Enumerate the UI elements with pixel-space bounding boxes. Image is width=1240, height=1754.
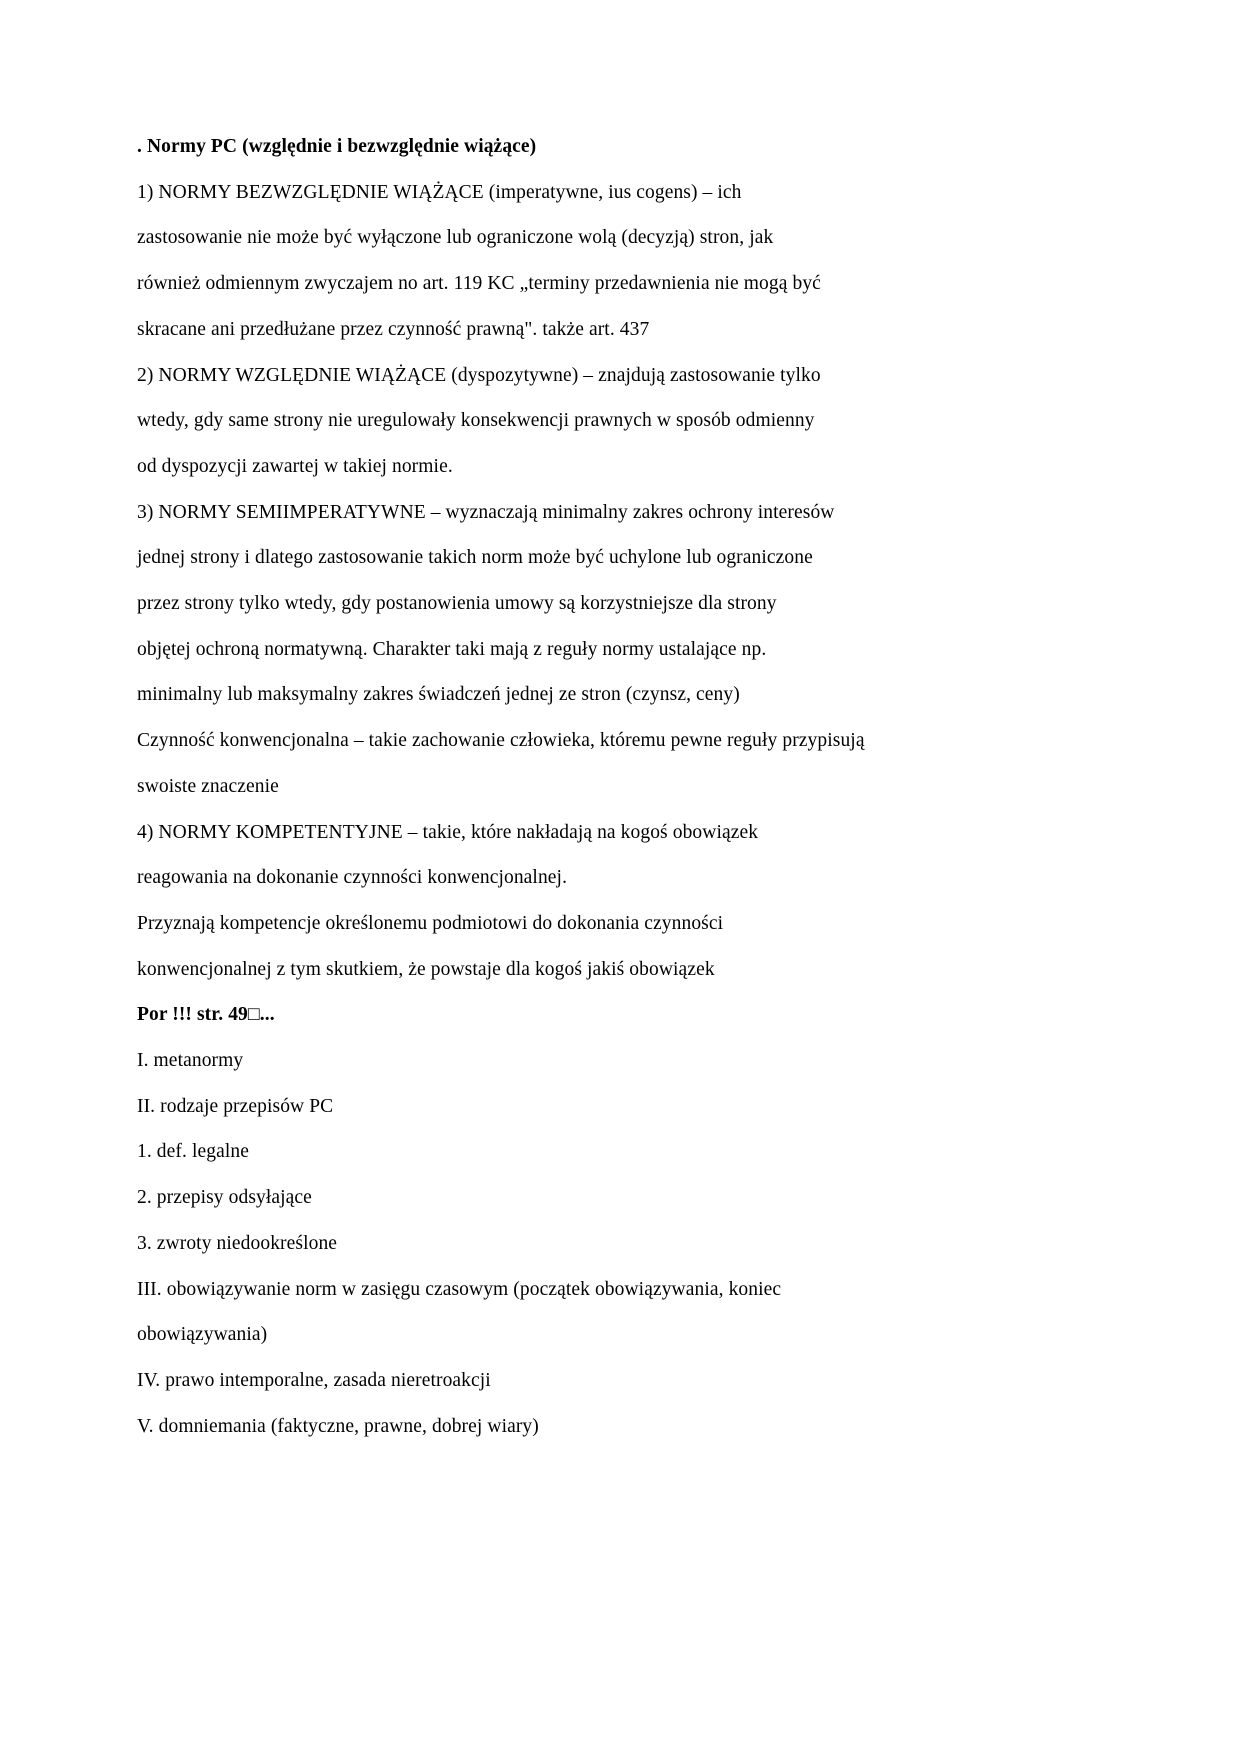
text-line: reagowania na dokonanie czynności konwencjonalnej.: [137, 867, 568, 889]
text-line: V. domniemania (faktyczne, prawne, dobrej wiary): [137, 1415, 539, 1437]
text-line: minimalny lub maksymalny zakres świadczeń jednej ze stron (czynsz, ceny): [137, 684, 740, 706]
text-line: zastosowanie nie może być wyłączone lub ograniczone wolą (decyzją) stron, jak: [137, 227, 774, 249]
text-line: I. metanormy: [137, 1050, 244, 1072]
text-line: 1. def. legalne: [137, 1141, 249, 1163]
document-lines: [137, 124, 1127, 1449]
text-line: II. rodzaje przepisów PC: [137, 1095, 334, 1117]
text-line: od dyspozycji zawartej w takiej normie.: [137, 455, 453, 477]
text-line: . Normy PC (względnie i bezwzględnie wiążące): [137, 136, 537, 157]
text-line: 3) NORMY SEMIIMPERATYWNE – wyznaczają minimalny zakres ochrony interesów: [137, 501, 835, 523]
text-line: jednej strony i dlatego zastosowanie takich norm może być uchylone lub ograniczone: [137, 547, 813, 569]
text-line: 3. zwroty niedookreślone: [137, 1232, 338, 1254]
text-line: przez strony tylko wtedy, gdy postanowienia umowy są korzystniejsze dla strony: [137, 593, 777, 615]
text-line: wtedy, gdy same strony nie uregulowały konsekwencji prawnych w sposób odmienny: [137, 410, 815, 432]
text-line: 2) NORMY WZGLĘDNIE WIĄŻĄCE (dyspozytywne) – znajdują zastosowanie tylko: [137, 364, 821, 386]
text-line: konwencjonalnej z tym skutkiem, że powstaje dla kogoś jakiś obowiązek: [137, 958, 715, 980]
text-line: swoiste znaczenie: [137, 775, 279, 797]
text-line: obowiązywania): [137, 1324, 268, 1346]
text-line: również odmiennym zwyczajem no art. 119 KC „terminy przedawnienia nie mogą być: [137, 273, 821, 295]
text-line: 2. przepisy odsyłające: [137, 1187, 312, 1209]
text-line: Przyznają kompetencje określonemu podmiotowi do dokonania czynności: [137, 912, 724, 934]
text-line: Por !!! str. 49□...: [137, 1004, 275, 1026]
text-line: IV. prawo intemporalne, zasada nieretroakcji: [137, 1369, 491, 1391]
text-line: III. obowiązywanie norm w zasięgu czasowym (początek obowiązywania, koniec: [137, 1278, 782, 1300]
text-line: 4) NORMY KOMPETENTYJNE – takie, które nakładają na kogoś obowiązek: [137, 821, 759, 843]
text-line: 1) NORMY BEZWZGLĘDNIE WIĄŻĄCE (imperatywne, ius cogens) – ich: [137, 181, 742, 203]
text-line: Czynność konwencjonalna – takie zachowanie człowieka, któremu pewne reguły przypisują: [137, 730, 865, 752]
text-line: objętej ochroną normatywną. Charakter taki mają z reguły normy ustalające np.: [137, 638, 767, 660]
text-line: skracane ani przedłużane przez czynność prawną". także art. 437: [137, 318, 650, 340]
